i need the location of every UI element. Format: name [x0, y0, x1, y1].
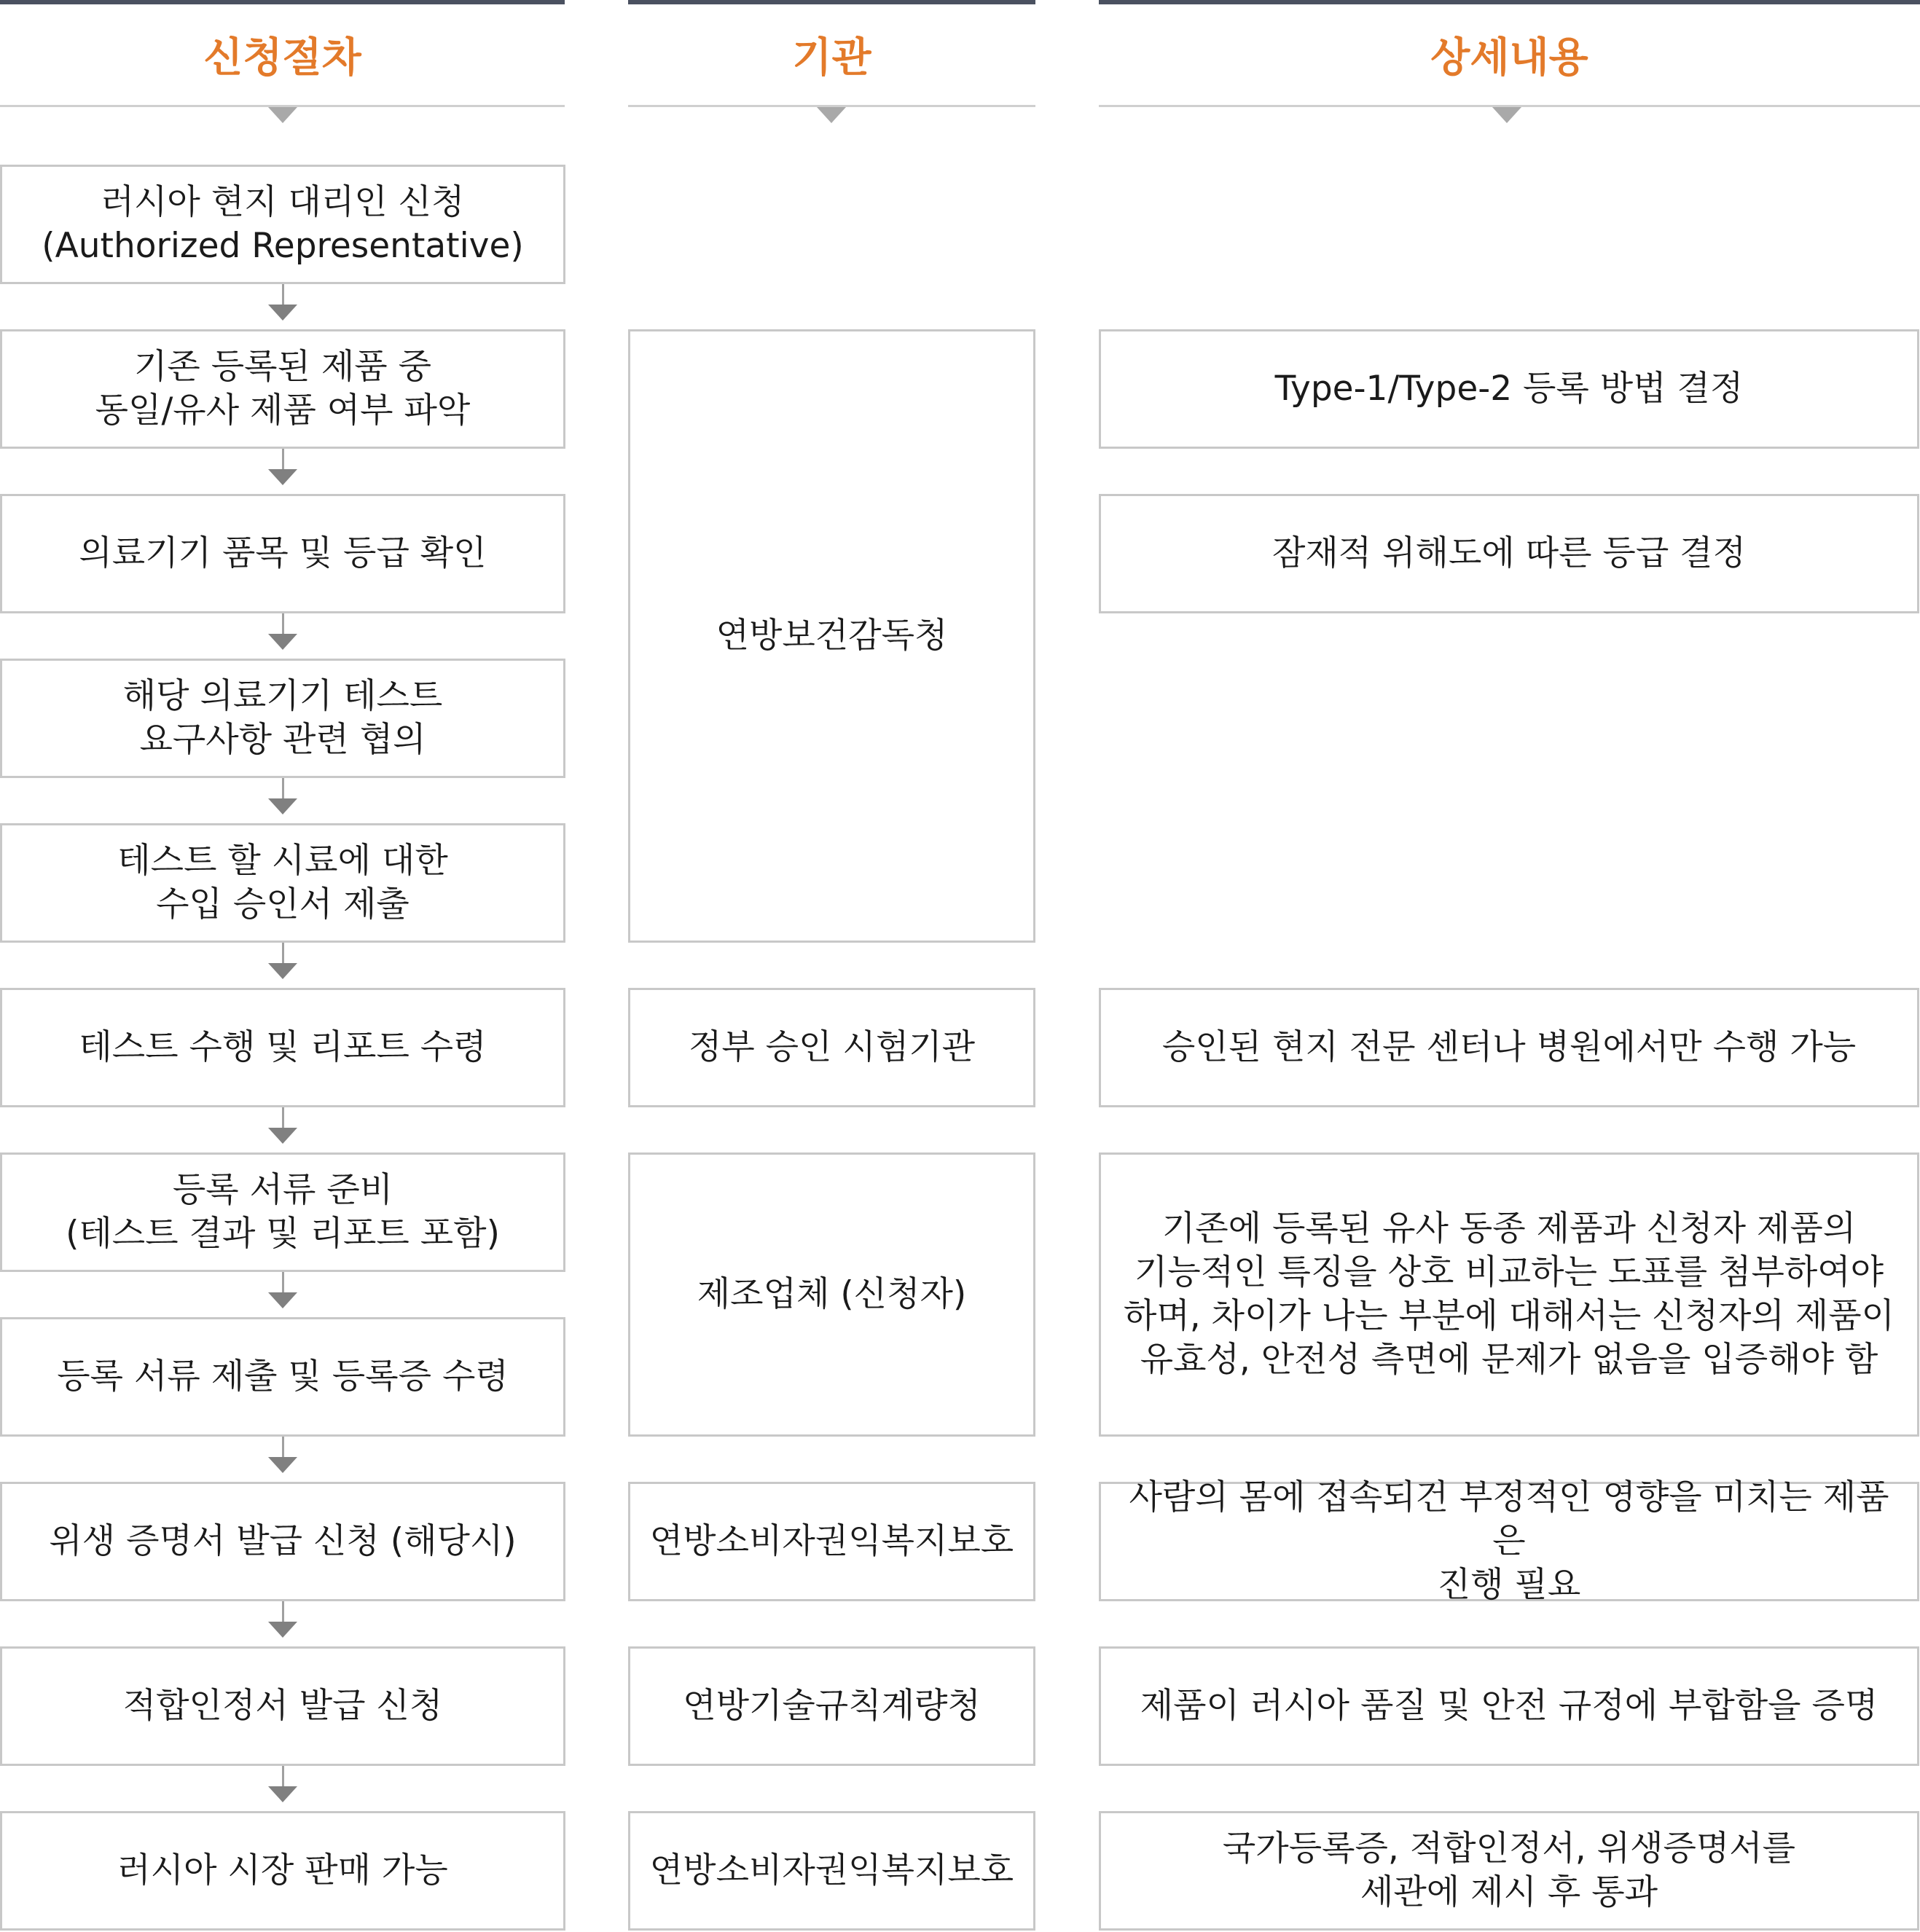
step-box-4 [0, 659, 565, 778]
agency-label-4: 연방소비자권익복지보호 [649, 1521, 1014, 1561]
header-details [1099, 22, 1920, 87]
step-label-7: 등록 서류 준비 (테스트 결과 및 리포트 포함) [66, 1170, 500, 1254]
step-label-10: 적합인정서 발급 신청 [122, 1686, 443, 1726]
detail-label-1: Type-1/Type-2 등록 방법 결정 [1274, 369, 1744, 409]
detail-label-3: 승인된 현지 전문 센터나 병원에서만 수행 가능 [1161, 1027, 1857, 1067]
step-box-3 [0, 494, 565, 613]
step-label-6: 테스트 수행 및 리포트 수령 [79, 1027, 487, 1067]
detail-box-6 [1099, 1646, 1919, 1766]
header-top-bar-procedure [0, 0, 565, 4]
detail-box-5 [1099, 1477, 1919, 1605]
agency-label-2: 정부 승인 시험기관 [688, 1027, 976, 1067]
header-agency-label: 기관 [792, 34, 871, 82]
step-label-8: 등록 서류 제출 및 등록증 수령 [57, 1356, 509, 1397]
agency-box-1 [628, 329, 1035, 943]
agency-box-3 [628, 1152, 1035, 1437]
detail-label-6: 제품이 러시아 품질 및 안전 규정에 부합함을 증명 [1140, 1686, 1878, 1726]
step-box-7 [0, 1152, 565, 1272]
header-details-label: 상세내용 [1430, 34, 1588, 82]
detail-box-2 [1099, 494, 1919, 613]
step-box-8 [0, 1317, 565, 1437]
detail-box-1 [1099, 329, 1919, 449]
step-label-4: 해당 의료기기 테스트 요구사항 관련 협의 [122, 676, 443, 760]
agency-label-5: 연방기술규칙계량청 [683, 1686, 981, 1726]
header-notch-agency [817, 107, 846, 123]
step-box-9 [0, 1482, 565, 1601]
step-label-2: 기존 등록된 제품 중 동일/유사 제품 여부 파악 [95, 347, 471, 431]
step-box-2 [0, 329, 565, 449]
step-label-9: 위생 증명서 발급 신청 (해당시) [49, 1521, 517, 1561]
agency-box-6 [628, 1811, 1035, 1931]
detail-box-4 [1099, 1152, 1919, 1437]
header-notch-procedure [268, 107, 297, 123]
step-label-3: 의료기기 품목 및 등급 확인 [79, 533, 487, 573]
step-box-6 [0, 988, 565, 1107]
agency-label-6: 연방소비자권익복지보호 [649, 1850, 1014, 1890]
header-top-bar-details [1099, 0, 1920, 4]
header-notch-details [1492, 107, 1521, 123]
header-top-bar-agency [628, 0, 1035, 4]
step-label-1: 러시아 현지 대리인 신청 (Authorized Representative) [42, 182, 524, 266]
detail-box-7 [1099, 1811, 1919, 1931]
step-box-1 [0, 165, 565, 284]
step-label-11: 러시아 시장 판매 가능 [117, 1850, 448, 1890]
agency-box-2 [628, 988, 1035, 1107]
step-box-5 [0, 823, 565, 943]
detail-box-3 [1099, 988, 1919, 1107]
step-box-11 [0, 1811, 565, 1931]
detail-label-7: 국가등록증, 적합인정서, 위생증명서를 세관에 제시 후 통과 [1222, 1829, 1796, 1912]
header-procedure [0, 22, 565, 87]
header-agency [628, 22, 1035, 87]
header-procedure-label: 신청절차 [203, 34, 361, 82]
detail-label-4: 기존에 등록된 유사 동종 제품과 신청자 제품의 기능적인 특징을 상호 비교하는 도표를 첨부하여야 하며, 차이가 나는 부분에 대해서는 신청자의 제품이 유효성, 안전성 측면에 문제가 없음을 입증해야 함 [1123, 1209, 1895, 1380]
step-label-5: 테스트 할 시료에 대한 수입 승인서 제출 [117, 841, 448, 924]
detail-label-5: 사람의 몸에 접속되건 부정적인 영향을 미치는 제품은 진행 필요 [1129, 1477, 1889, 1605]
agency-box-4 [628, 1482, 1035, 1601]
agency-label-3: 제조업체 (신청자) [697, 1274, 967, 1314]
detail-label-2: 잠재적 위해도에 따른 등급 결정 [1272, 533, 1746, 573]
step-box-10 [0, 1646, 565, 1766]
agency-label-1: 연방보건감독청 [716, 616, 948, 656]
agency-box-5 [628, 1646, 1035, 1766]
